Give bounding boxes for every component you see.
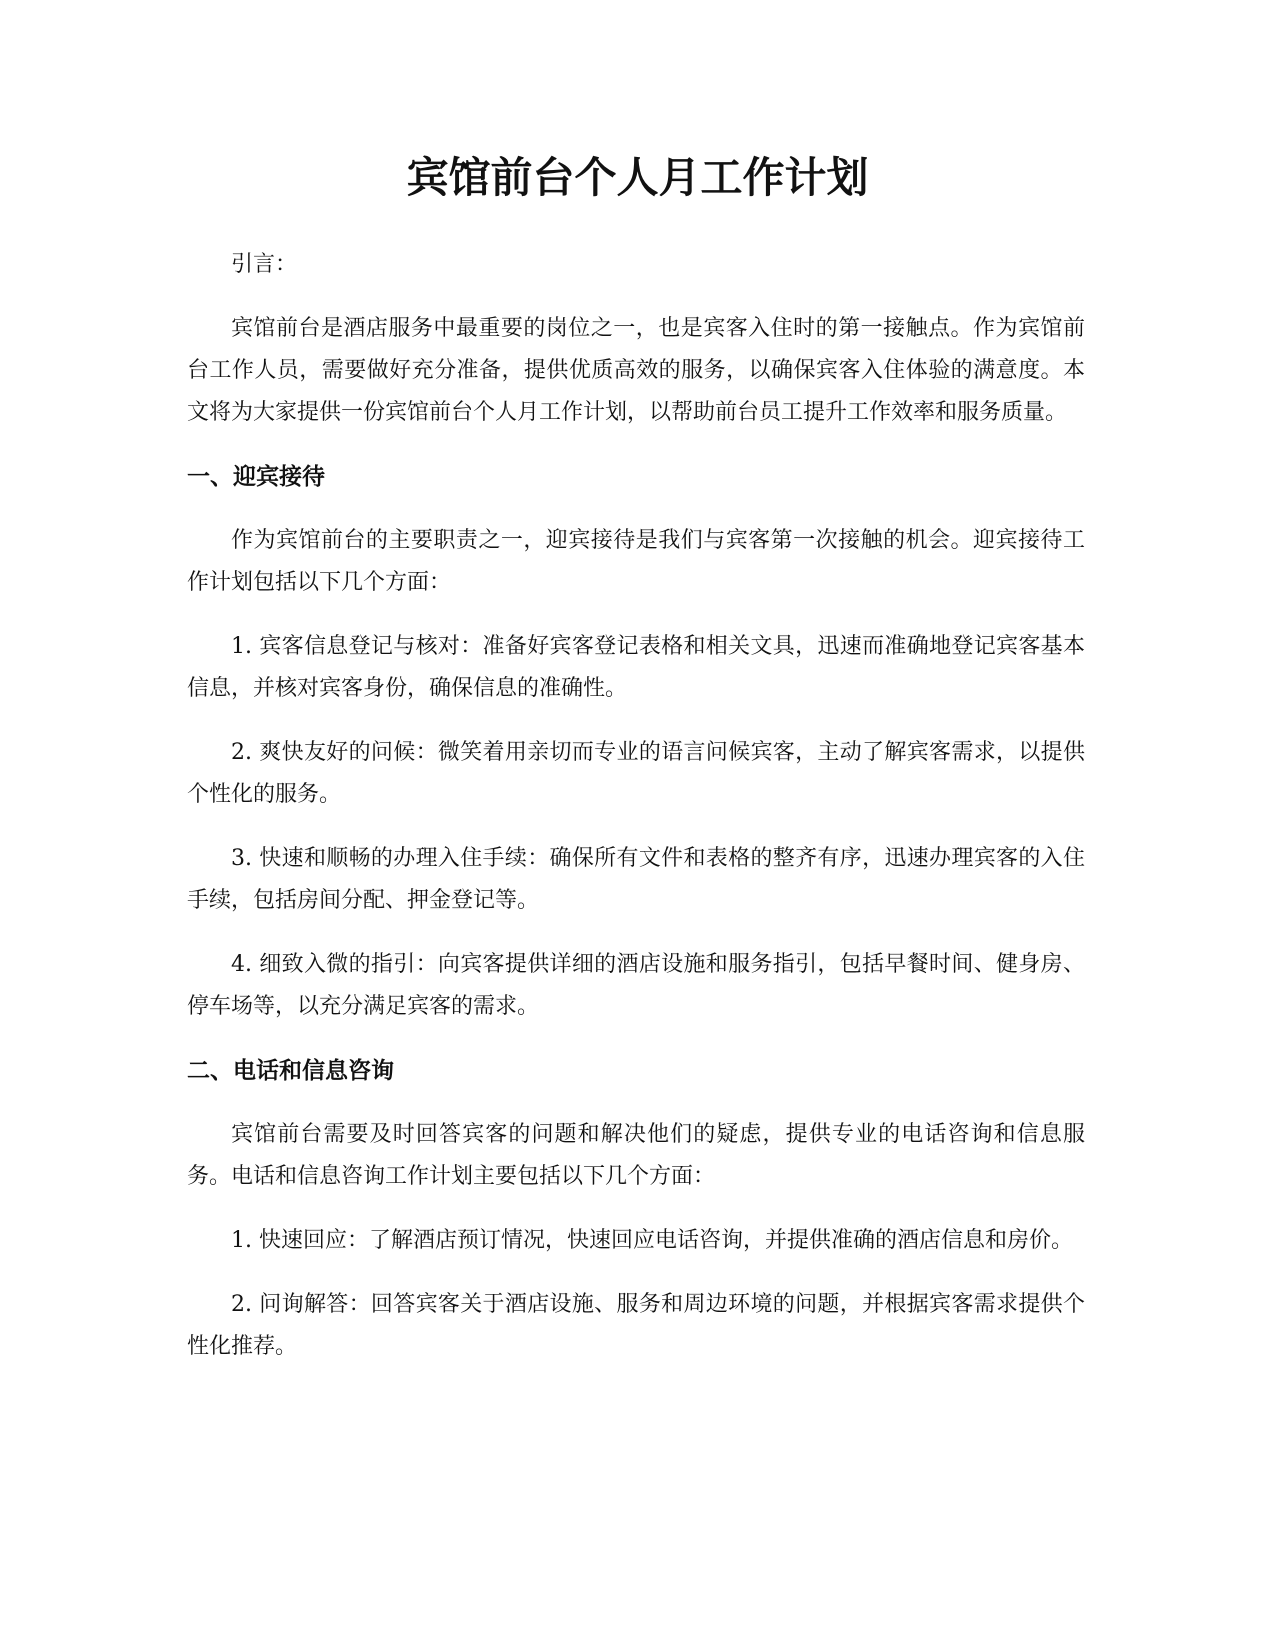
intro-paragraph: 宾馆前台是酒店服务中最重要的岗位之一，也是宾客入住时的第一接触点。作为宾馆前台工作人员，需要做好充分准备，提供优质高效的服务，以确保宾客入住体验的满意度。本文将为大家提供一份宾馆前台个人月工作计划，以帮助前台员工提升工作效率和服务质量。	[187, 316, 1085, 425]
section-intro-reception: 作为宾馆前台的主要职责之一，迎宾接待是我们与宾客第一次接触的机会。迎宾接待工作计划包括以下几个方面：	[187, 528, 1085, 595]
section-intro-phone-inquiry: 宾馆前台需要及时回答宾客的问题和解决他们的疑虑，提供专业的电话咨询和信息服务。电话和信息咨询工作计划主要包括以下几个方面：	[187, 1122, 1085, 1189]
intro-label: 引言：	[231, 252, 298, 277]
document-body	[187, 244, 1085, 1390]
list-item: 1. 快速回应：了解酒店预订情况，快速回应电话咨询，并提供准确的酒店信息和房价。	[231, 1228, 1073, 1253]
list-item: 2. 爽快友好的问候：微笑着用亲切而专业的语言问候宾客，主动了解宾客需求，以提供个性化的服务。	[187, 740, 1085, 807]
list-item: 3. 快速和顺畅的办理入住手续：确保所有文件和表格的整齐有序，迅速办理宾客的入住手续，包括房间分配、押金登记等。	[187, 846, 1085, 913]
list-item: 4. 细致入微的指引：向宾客提供详细的酒店设施和服务指引，包括早餐时间、健身房、停车场等，以充分满足宾客的需求。	[187, 952, 1085, 1019]
section-heading-phone-inquiry: 二、电话和信息咨询	[187, 1058, 394, 1084]
section-heading-reception: 一、迎宾接待	[187, 464, 325, 490]
list-item: 2. 问询解答：回答宾客关于酒店设施、服务和周边环境的问题，并根据宾客需求提供个性化推荐。	[187, 1292, 1085, 1359]
document-title: 宾馆前台个人月工作计划	[406, 153, 869, 202]
list-item: 1. 宾客信息登记与核对：准备好宾客登记表格和相关文具，迅速而准确地登记宾客基本信息，并核对宾客身份，确保信息的准确性。	[187, 634, 1085, 701]
